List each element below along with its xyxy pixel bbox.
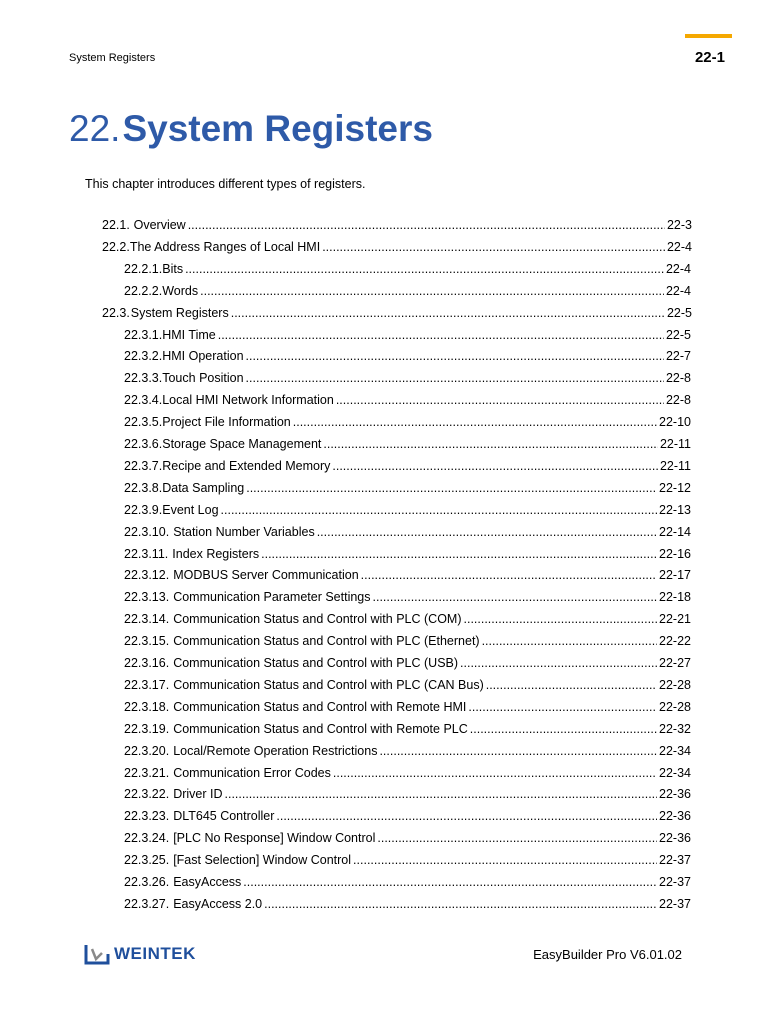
toc-entry-page: 22-36 <box>659 831 691 846</box>
toc-entry-title: Communication Status and Control with PLC (Ethernet) <box>173 634 480 649</box>
footer-product-version: EasyBuilder Pro V6.01.02 <box>533 947 682 962</box>
toc-entry-title: Communication Status and Control with PLC (USB) <box>173 656 459 670</box>
header-accent-bar <box>685 34 732 38</box>
toc-entry[interactable] <box>124 656 691 676</box>
toc-entry-title: Data Sampling <box>162 480 245 495</box>
toc-leader-dots <box>482 634 657 648</box>
toc-entry-title: [Fast Selection] Window Control <box>173 853 352 868</box>
toc-entry-number: 22.3.10. <box>124 524 170 539</box>
toc-entry[interactable] <box>124 547 691 567</box>
toc-leader-dots <box>276 809 657 823</box>
toc-entry-number: 22.3.2. <box>124 349 163 364</box>
toc-entry-number: 22.3.13. <box>124 590 170 605</box>
toc-entry-number: 22.3.24. <box>124 831 170 846</box>
toc-entry-page: 22-37 <box>659 896 691 911</box>
toc-entry-number: 22.3.11. <box>124 546 169 561</box>
toc-entry[interactable] <box>124 744 691 764</box>
toc-leader-dots <box>185 262 664 276</box>
toc-entry-title: MODBUS Server Communication <box>173 568 359 583</box>
toc-entry-page: 22-37 <box>659 853 691 868</box>
toc-entry-number: 22.2. <box>102 239 130 254</box>
toc-entry[interactable] <box>102 218 692 238</box>
toc-entry-page: 22-16 <box>659 546 691 561</box>
weintek-logo-text: WEINTEK <box>114 944 196 963</box>
toc-entry[interactable] <box>124 766 691 786</box>
toc-leader-dots <box>231 306 665 320</box>
toc-entry[interactable] <box>102 306 692 326</box>
toc-leader-dots <box>243 875 657 889</box>
toc-entry-title: Event Log <box>162 502 219 517</box>
toc-entry-title: Index Registers <box>172 546 260 561</box>
toc-entry-page: 22-11 <box>659 437 691 451</box>
toc-leader-dots <box>336 393 664 407</box>
toc-leader-dots <box>322 240 665 254</box>
toc-entry-title: Station Number Variables <box>173 524 315 539</box>
toc-entry-title: Communication Status and Control with Remote PLC <box>173 721 468 736</box>
toc-entry-number: 22.3. <box>102 305 130 320</box>
chapter-title <box>69 108 433 150</box>
toc-entry[interactable] <box>124 393 691 413</box>
toc-entry-page: 22-17 <box>659 568 691 583</box>
toc-entry-page: 22-21 <box>659 612 691 627</box>
toc-entry[interactable] <box>124 525 691 545</box>
toc-entry-number: 22.3.27. <box>124 896 170 911</box>
toc-entry-number: 22.3.23. <box>124 809 170 824</box>
chapter-intro: This chapter introduces different types of registers. <box>85 177 366 191</box>
toc-entry-number: 22.3.9. <box>124 502 163 517</box>
toc-leader-dots <box>225 787 658 801</box>
toc-entry-title: Local HMI Network Information <box>162 393 334 408</box>
toc-entry-number: 22.3.21. <box>124 765 170 780</box>
toc-entry-page: 22-10 <box>659 415 691 430</box>
toc-entry-page: 22-36 <box>659 787 691 802</box>
toc-entry-number: 22.3.26. <box>124 875 170 889</box>
toc-leader-dots <box>460 656 657 670</box>
toc-leader-dots <box>464 612 658 626</box>
toc-entry-page: 22-32 <box>659 721 691 736</box>
toc-entry-number: 22.3.15. <box>124 634 170 649</box>
toc-leader-dots <box>377 831 657 845</box>
toc-entry-page: 22-14 <box>659 524 691 539</box>
toc-entry-page: 22-34 <box>659 765 691 780</box>
toc-entry[interactable] <box>124 787 691 807</box>
toc-entry-number: 22.3.1. <box>124 327 163 342</box>
toc-entry[interactable] <box>124 568 691 588</box>
toc-entry-title: Overview <box>133 218 186 232</box>
toc-entry[interactable] <box>124 503 691 523</box>
toc-entry[interactable] <box>124 700 691 720</box>
toc-leader-dots <box>188 218 665 232</box>
toc-leader-dots <box>470 722 657 736</box>
toc-leader-dots <box>246 481 657 495</box>
toc-entry-page: 22-27 <box>659 656 691 670</box>
toc-leader-dots <box>486 678 657 692</box>
toc-leader-dots <box>353 853 657 867</box>
toc-leader-dots <box>333 766 657 780</box>
weintek-logo <box>84 943 196 965</box>
toc-entry-page: 22-12 <box>659 480 691 495</box>
toc-entry-title: [PLC No Response] Window Control <box>173 831 376 846</box>
toc-leader-dots <box>246 371 664 385</box>
toc-entry[interactable] <box>124 612 691 632</box>
chapter-title-text: System Registers <box>122 108 433 149</box>
toc-leader-dots <box>468 700 657 714</box>
toc-entry[interactable] <box>124 831 691 851</box>
toc-entry-title: Communication Status and Control with PLC (CAN Bus) <box>173 677 484 692</box>
toc-entry-number: 22.3.3. <box>124 371 163 386</box>
toc-entry-page: 22-4 <box>665 261 691 276</box>
toc-entry-title: Communication Status and Control with Remote HMI <box>173 699 467 714</box>
toc-entry-title: System Registers <box>130 305 229 320</box>
toc-entry-title: HMI Operation <box>162 349 244 364</box>
toc-entry-number: 22.3.8. <box>124 480 163 495</box>
toc-entry-page: 22-18 <box>659 590 691 605</box>
toc-entry[interactable] <box>124 284 691 304</box>
toc-entry[interactable] <box>124 590 691 610</box>
toc-entry-page: 22-34 <box>659 743 691 758</box>
toc-entry-number: 22.3.16. <box>124 656 170 670</box>
toc-entry-page: 22-28 <box>659 699 691 714</box>
toc-entry[interactable] <box>124 897 691 917</box>
toc-leader-dots <box>221 503 657 517</box>
toc-entry-number: 22.3.17. <box>124 677 170 692</box>
toc-entry[interactable] <box>124 371 691 391</box>
toc-entry-page: 22-4 <box>666 239 692 254</box>
toc-entry-title: Storage Space Management <box>162 437 322 451</box>
toc-entry-number: 22.3.6. <box>124 437 163 451</box>
toc-entry[interactable] <box>124 481 691 501</box>
toc-entry-title: DLT645 Controller <box>173 809 275 824</box>
toc-entry-number: 22.3.14. <box>124 612 170 627</box>
toc-entry-title: Local/Remote Operation Restrictions <box>173 743 378 758</box>
toc-entry-title: Communication Parameter Settings <box>173 590 371 605</box>
toc-entry-page: 22-11 <box>659 458 691 473</box>
toc-entry[interactable] <box>102 240 692 260</box>
toc-entry-number: 22.2.2. <box>124 283 163 298</box>
toc-entry-title: HMI Time <box>162 327 216 342</box>
toc-entry-number: 22.3.22. <box>124 787 170 802</box>
toc-leader-dots <box>317 525 657 539</box>
toc-entry-number: 22.3.5. <box>124 415 163 430</box>
toc-leader-dots <box>361 568 657 582</box>
toc-entry-number: 22.1. <box>102 218 130 232</box>
toc-leader-dots <box>373 590 658 604</box>
toc-entry[interactable] <box>124 722 691 742</box>
toc-entry[interactable] <box>124 875 691 895</box>
toc-entry-page: 22-5 <box>666 305 692 320</box>
toc-leader-dots <box>379 744 657 758</box>
toc-entry-number: 22.3.12. <box>124 568 170 583</box>
toc-entry-number: 22.3.18. <box>124 699 170 714</box>
toc-entry-number: 22.2.1. <box>124 261 163 276</box>
toc-entry-page: 22-36 <box>659 809 691 824</box>
toc-entry[interactable] <box>124 415 691 435</box>
toc-entry[interactable] <box>124 809 691 829</box>
toc-leader-dots <box>200 284 664 298</box>
toc-entry-number: 22.3.19. <box>124 721 170 736</box>
toc-leader-dots <box>293 415 657 429</box>
toc-leader-dots <box>261 547 657 561</box>
toc-leader-dots <box>218 328 664 342</box>
toc-entry-title: Project File Information <box>162 415 291 430</box>
toc-entry-title: EasyAccess <box>173 875 242 889</box>
toc-entry-title: Bits <box>162 261 184 276</box>
toc-entry[interactable] <box>124 349 691 369</box>
toc-leader-dots <box>246 349 664 363</box>
toc-entry-title: Communication Status and Control with PLC (COM) <box>173 612 462 627</box>
toc-leader-dots <box>264 897 657 911</box>
toc-entry-number: 22.3.20. <box>124 743 170 758</box>
toc-entry-title: Touch Position <box>162 371 244 386</box>
toc-entry-number: 22.3.4. <box>124 393 163 408</box>
toc-entry[interactable] <box>124 262 691 282</box>
chapter-number: 22. <box>69 108 121 149</box>
toc-entry-title: EasyAccess 2.0 <box>173 896 263 911</box>
toc-entry-title: Driver ID <box>173 787 223 802</box>
toc-entry-number: 22.3.25. <box>124 853 170 868</box>
running-header: System Registers <box>69 52 156 64</box>
toc-entry[interactable] <box>124 634 691 654</box>
toc-entry-page: 22-28 <box>659 677 691 692</box>
toc-entry-page: 22-8 <box>665 393 691 408</box>
toc-entry[interactable] <box>124 853 691 873</box>
toc-entry-page: 22-37 <box>659 875 691 889</box>
toc-entry-page: 22-13 <box>659 502 691 517</box>
toc-entry[interactable] <box>124 437 691 457</box>
toc-entry-title: Communication Error Codes <box>173 765 331 780</box>
toc-leader-dots <box>323 437 658 451</box>
toc-entry-title: The Address Ranges of Local HMI <box>129 239 321 254</box>
toc-entry-page: 22-3 <box>666 218 692 232</box>
toc-entry[interactable] <box>124 678 691 698</box>
toc-entry-page: 22-8 <box>665 371 691 386</box>
toc-entry[interactable] <box>124 328 691 348</box>
page-number: 22-1 <box>694 49 725 66</box>
toc-entry-page: 22-22 <box>659 634 691 649</box>
weintek-logo-icon <box>84 943 110 965</box>
toc-entry-title: Recipe and Extended Memory <box>162 458 331 473</box>
toc-entry-number: 22.3.7. <box>124 458 163 473</box>
toc-entry-page: 22-5 <box>665 327 691 342</box>
toc-entry-page: 22-7 <box>665 349 691 364</box>
toc-entry-title: Words <box>162 283 199 298</box>
toc-leader-dots <box>332 459 658 473</box>
toc-entry-page: 22-4 <box>665 283 691 298</box>
toc-entry[interactable] <box>124 459 691 479</box>
